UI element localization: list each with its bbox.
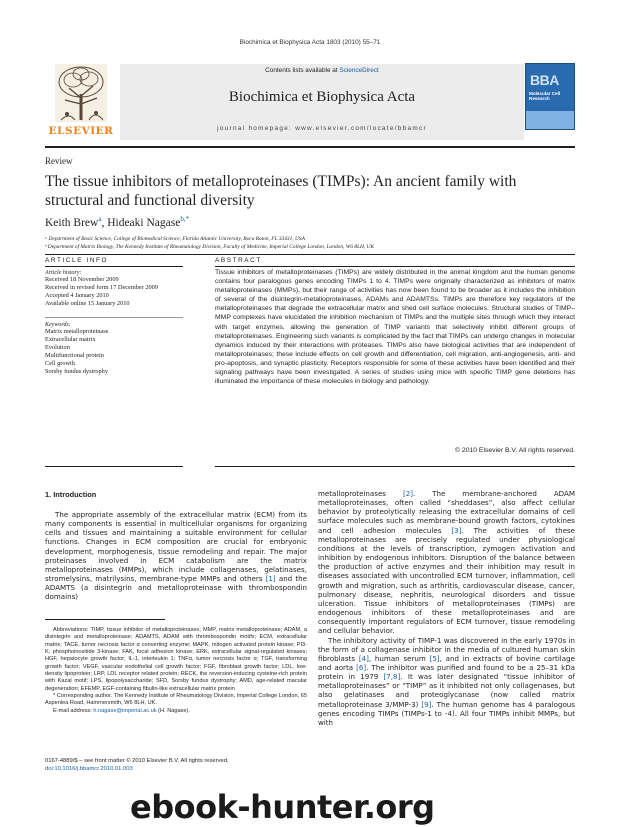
keywords [45, 322, 205, 376]
text-run: The inhibitory activity of TIMP-1 was discovered in the early 1970s in the form of a collagenase inhibitor in the media of cultured human skin fibroblasts [318, 635, 575, 663]
abstract-heading: ABSTRACT [215, 257, 262, 264]
journal-citation: Biochimica et Biophysica Acta 1803 (2010) 55–71 [239, 39, 381, 46]
text-run: , human serum [368, 653, 430, 663]
elsevier-tree-icon [55, 64, 107, 122]
journal-title: Biochimica et Biophysica Acta [228, 89, 416, 105]
article-info-rule [45, 266, 183, 267]
text-run: . It was later designated “tissue inhibitor of metalloproteinases” or “TIMP” as it inhibited not only collagenases, but also gelatinases and proteoglycanase (now called matrix metalloproteinase 3/MMP-3) [318, 672, 575, 709]
text-run: . The human genome has 4 paralogous genes encoding TIMPs (TIMPs-1 to -4). All four TIMPs inhibit MMPs, but with [318, 699, 575, 727]
article-history-label: Article history: [45, 270, 82, 276]
publisher-logo-text: ELSEVIER [48, 125, 114, 137]
author-list [45, 215, 189, 229]
body-paragraph [45, 510, 307, 602]
affiliation-b: ᵇ Department of Matrix Biology, The Kennedy Institute of Rheumatology Division, Faculty of Medicine, Imperial College London, London, W6 8LH, UK [45, 244, 375, 250]
affiliation-a: ᵃ Department of Basic Science, College of Biomedical Science, Florida Atlantic University, Boca Raton, FL 33431, USA [45, 236, 305, 242]
cover-stripe [526, 111, 574, 129]
email-suffix: (H. Nagase). [156, 707, 190, 714]
citation-ref[interactable]: [7,8] [383, 672, 401, 682]
author-name: Hideaki Nagase [107, 216, 181, 229]
citation-ref[interactable]: [2] [402, 489, 413, 498]
author-separator: , [101, 216, 108, 229]
citation-ref[interactable]: [3] [451, 525, 462, 535]
article-info-heading: ARTICLE INFO [45, 257, 109, 264]
history-item: Available online 15 January 2010 [45, 300, 130, 307]
abstract-copyright: © 2010 Elsevier B.V. All rights reserved. [455, 447, 575, 454]
abstract-bottom-rule [215, 466, 575, 467]
journal-cover [525, 63, 575, 130]
abbreviations-footnote: Abbreviations: TIMP, tissue inhibitor of metalloproteinases; MMP, matrix metalloproteinase; ADAM, a disintegrin and metalloproteinase; ADAMTS, ADAM with thrombospondin motifs; ECM, extracellular matrix; TACE, tumor necrosis factor α converting enzyme; MAPK, mitogen activated protein kinase; PI3-K, phosphoinositide 3-kinase; FAK, focal adhesion kinase; ERK, extracellular signal-regulated kinases; HGF, hepatocyte growth factor; IL-1, interleukin 1; TNFα, tumor necrosis factor α; TGF, transforming growth factor; VEGF, vascular endothelial cell growth factor; FGF, fibroblast growth factor; LDL, low-density lipoprotein; LRP, LDL receptor related protein; RECK, the reversion-inducing cysteine-rich protein with Kazal motif; LPS, lipopolysaccharide; SFD, Sorsby fundus dystrophy; AMD, age-related macular degeneration; EFEMP, EGF-containing fibulin-like extracellular matrix protein [45, 627, 307, 692]
keyword-item: Extracellular matrix [45, 336, 96, 343]
text-run: . The membrane-anchored ADAM metalloproteinases, often called “sheddases”, also affect cellular behavior by proteolytically releasing the extracellular domains of cell surface molecules such as membrane-bound growth factors, cytokines and cell adhesion molecules [318, 489, 575, 535]
issn-line: 0167-4889/$ – see front matter © 2010 Elsevier B.V. All rights reserved. [45, 758, 229, 764]
doi-link[interactable]: doi:10.1016/j.bbamcr.2010.01.003 [45, 765, 133, 772]
email-label: E-mail address: [53, 707, 94, 714]
citation-ref[interactable]: [6] [356, 662, 367, 672]
text-run: metalloproteinases [318, 489, 403, 498]
article-history [45, 270, 205, 308]
body-paragraph [318, 636, 575, 728]
text-run: , and in extracts of bovine cartilage and aorta [318, 653, 575, 672]
article-type: Review [45, 156, 73, 166]
citation-ref[interactable]: [1] [265, 574, 276, 584]
header-divider [45, 146, 575, 148]
text-run: . The inhibitor was purified and found to be a 25–31 kDa protein in 1979 [318, 662, 575, 682]
article-title-line-2: structural and functional diversity [45, 192, 255, 209]
text-run: . The activities of these metalloproteinases are precisely regulated under physiological conditions at the levels of transcription, zymogen activation and inhibition by endogenous inhibitors. Disruption of the balance between the production of active enzymes and their inhibition may result in diseases associated with uncontrolled ECM turnover, inflammation, cell growth and migration, such as arthritis, cardiovascular disease, cancer, pulmonary disease, nephritis, neurological disorders and tissue ulceration. Tissue inhibitors of metalloproteinases (TIMPs) are endogenous inhibitors of these metalloproteinases and are consequently important regulators of ECM turnover, tissue remodeling and cellular behavior. [318, 525, 575, 636]
footnotes [45, 627, 307, 715]
author-name: Keith Brew [45, 216, 99, 229]
author-affiliation-mark[interactable]: b,* [180, 215, 190, 223]
article-title [45, 172, 565, 210]
abstract-body: Tissue inhibitors of metalloproteinases (TIMPs) are widely distributed in the animal kingdom and the human genome contains four paralogous genes encoding TIMPs 1 to 4. TIMPs were originally characterized as inhibitors of matrix metalloproteinases (MMPs), but their range of activities has now been found to be broader as it includes the inhibition of several of the disintegrin-metalloproteinases, ADAMs and ADAMTSs. TIMPs are therefore key regulators of the metalloproteinases that degrade the extracellular matrix and shed cell surface molecules. Structural studies of TIMP–MMP complexes have elucidated the inhibition mechanism of TIMPs and the multiple sites through which they interact with target enzymes, allowing the generation of TIMP variants that selectively inhibit different groups of metalloproteinases. Engineering such variants is complicated by the fact that TIMPs can undergo changes in molecular dynamics induced by their interactions with proteases. TIMPs also have biological activities that are independent of metalloproteinases; these include effects on cell growth and differentiation, cell migration, anti-angiogenesis, anti- and pro-apoptosis, and synaptic plasticity. Receptors responsible for some of these activities have been identified and their signaling pathways have been investigated. A series of studies using mice with specific TIMP gene deletions has illuminated the importance of these molecules in biology and pathology. [215, 269, 575, 386]
abstract-rule [215, 266, 575, 267]
text-run: The appropriate assembly of the extracellular matrix (ECM) from its many components is essential in multicellular organisms for organizing cells and tissues and maintaining a suitable environment for cellular functions. Changes in ECM composition are crucial for embryonic development, morphogenesis, tissue remodeling and repair. The major proteinases involved in ECM catabolism are the matrix metalloproteinases (MMPs), which include collagenases, gelatinases, stromelysins, matrilysins, membrane-type MMPs and others [45, 510, 307, 584]
cover-subtitle [529, 91, 573, 102]
body-paragraph [318, 489, 575, 636]
cover-subtitle-line-2: Research [529, 96, 550, 102]
front-matter-rule [45, 254, 575, 255]
email-link[interactable]: h.nagase@imperial.ac.uk [93, 707, 157, 714]
body-left-column [45, 510, 307, 602]
article-info-bottom-rule [45, 466, 183, 467]
article-title-line-1: The tissue inhibitors of metalloproteinases (TIMPs): An ancient family with [45, 173, 517, 190]
keyword-item: Sorsby fundus dystrophy [45, 368, 108, 375]
footnote-rule [45, 619, 165, 620]
keyword-item: Multifunctional protein [45, 352, 104, 359]
author-affiliation-mark[interactable]: a [98, 215, 102, 223]
keyword-item: Matrix metalloproteinase [45, 328, 109, 335]
history-item: Received in revised form 17 December 2009 [45, 284, 158, 291]
watermark: ebook-hunter.org [130, 788, 435, 826]
body-right-column [318, 489, 575, 727]
email-footnote [45, 708, 307, 715]
citation-ref[interactable]: [4] [358, 653, 369, 663]
bottom-meta [45, 758, 229, 773]
history-item: Accepted 4 January 2010 [45, 292, 109, 299]
cover-subtitle-line-1: Molecular Cell [529, 91, 561, 96]
elsevier-logo [45, 62, 117, 142]
corresponding-author-footnote: * Corresponding author. The Kennedy Institute of Rheumatology Division, Imperial College London, 65 Aspenlea Road, Hammersmith, W6 8LH, UK. [45, 693, 307, 707]
citation-ref[interactable]: [9] [421, 699, 432, 709]
article-info-divider [45, 317, 183, 318]
section-title: 1. Introduction [45, 490, 97, 499]
cover-acronym: BBA [530, 72, 559, 88]
keyword-item: Cell growth [45, 360, 75, 367]
contents-prefix: Contents lists available at [265, 67, 340, 74]
keyword-item: Evolution [45, 344, 70, 351]
history-item: Received 18 November 2009 [45, 276, 119, 283]
text-run: and the ADAMTS (a disintegrin and metalloproteinase with thrombospondin domains) [45, 574, 307, 602]
journal-homepage[interactable]: journal homepage: www.elsevier.com/locate/bbamcr [217, 125, 427, 132]
sciencedirect-link[interactable]: ScienceDirect [339, 67, 379, 74]
citation-ref[interactable]: [5] [429, 653, 440, 663]
keywords-label: Keywords: [45, 322, 71, 328]
contents-availability [120, 67, 524, 74]
